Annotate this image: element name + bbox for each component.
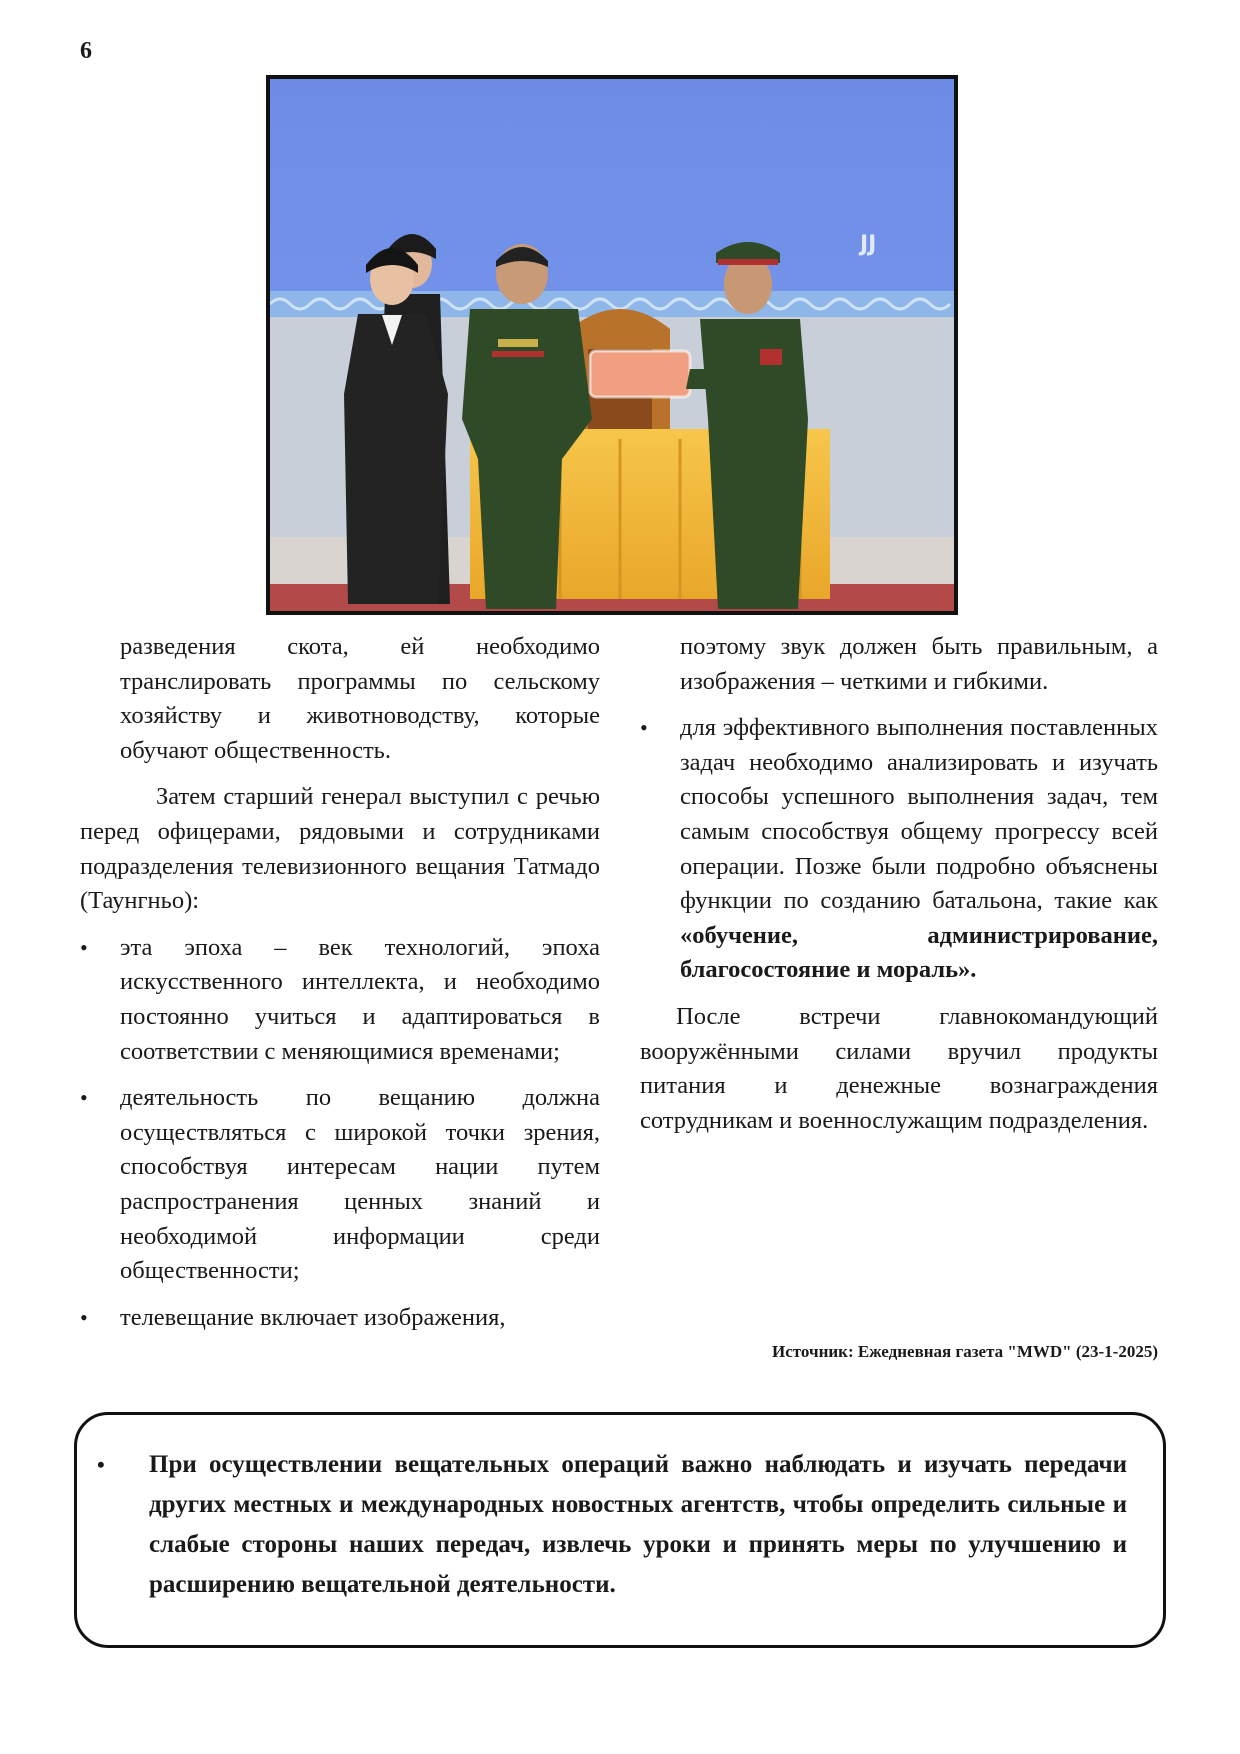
right-points-list: [640, 711, 1158, 988]
event-photo: [266, 75, 958, 615]
callout-text: При осуществлении вещательных операций важно наблюдать и изучать передачи других местных и международных новостных агентств, чтобы определить сильные и слабые стороны наших передач, извлечь уроки и принять меры по улучшению и расширению вещательной деятельности.: [149, 1451, 1127, 1598]
list-item: [640, 711, 1158, 988]
list-item: • деятельность по вещанию должна осуществляться с широкой точки зрения, способствуя интересам нации путем распространения ценных знаний и необходимой информации среди общественности;: [80, 1081, 600, 1289]
bullet-bold-text: «обучение, администрирование, благосостояние и мораль».: [680, 921, 1158, 984]
list-item: • эта эпоха – век технологий, эпоха искусственного интеллекта, и необходимо постоянно учиться и адаптироваться в соответствии с меняющимися временами;: [80, 931, 600, 1069]
list-item: • телевещание включает изображения,: [80, 1301, 600, 1336]
gift-parcel: [590, 351, 690, 397]
svg-text:JJ: JJ: [860, 232, 877, 257]
callout-box: [74, 1412, 1166, 1648]
officer-uniform: [700, 319, 808, 609]
right-continuation-paragraph: поэтому звук должен быть правильным, а изображения – четкими и гибкими.: [680, 633, 1158, 695]
source-citation: Источник: Ежедневная газета "MWD" (23-1-2025): [772, 1342, 1158, 1361]
woman-front: [344, 314, 448, 604]
photo-illustration: [270, 79, 954, 611]
intro-paragraph: Затем старший генерал выступил с речью перед офицерами, рядовыми и сотрудниками подразделения телевизионного вещания Татмадо (Таунгньо):: [80, 783, 600, 915]
closing-paragraph: После встречи главнокомандующий вооружёнными силами вручил продукты питания и денежные вознаграждения сотрудникам и военнослужащим подразделения.: [640, 1002, 1158, 1134]
speech-points-list: [80, 931, 600, 1336]
page-number: 6: [80, 38, 92, 64]
right-column: [640, 630, 1158, 1138]
bullet-text: для эффективного выполнения поставленных задач необходимо анализировать и изучать способы успешного выполнения задач, тем самым способствуя общему прогрессу всей операции. Позже были подробно объяснены функции по созданию батальона, такие как: [680, 714, 1158, 915]
left-column: [80, 630, 600, 1347]
left-continuation-paragraph: разведения скота, ей необходимо транслировать программы по сельскому хозяйству и животноводству, которые обучают общественность.: [120, 633, 600, 764]
bullet-icon: •: [97, 1452, 105, 1477]
